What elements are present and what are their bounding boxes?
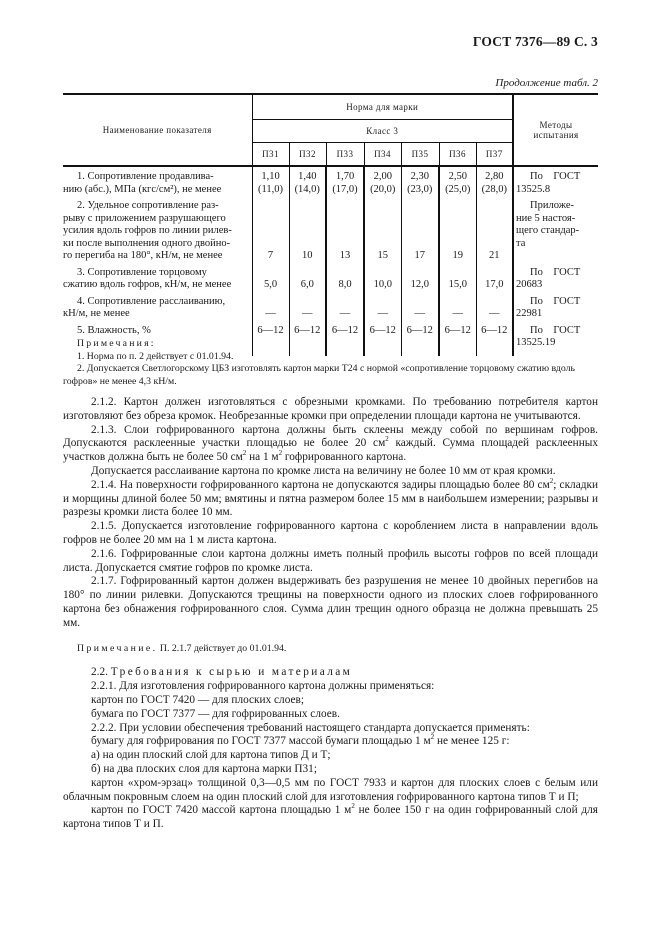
value-cell: 2,50 (25,0) bbox=[439, 166, 476, 196]
grade-header: П34 bbox=[364, 143, 401, 167]
value-cell: 2,30 (23,0) bbox=[401, 166, 439, 196]
column-header-norm-group: Норма для марки bbox=[252, 94, 513, 120]
note-item: 1. Норма по п. 2 действует с 01.01.94. bbox=[77, 350, 234, 362]
method-cell: По ГОСТ 20683 bbox=[513, 263, 598, 292]
methods-header-line: Методы bbox=[539, 120, 573, 130]
note-item: 2. Допускается Светлогорскому ЦБЗ изготовлять картон марки Т24 с нормой «сопротивление торцовому сжатию вдоль гофров» не менее 4,3 кН/м. bbox=[63, 363, 575, 387]
table-continuation-label: Продолжение табл. 2 bbox=[495, 77, 598, 89]
value-cell: 1,40 (14,0) bbox=[289, 166, 326, 196]
paragraph-2-1-6: 2.1.6. Гофрированные слои картона должны иметь полный профиль высоты гофров по всей площади листа. Допускается смятие гофров по кромке листа. bbox=[63, 547, 598, 574]
value-cell: 6—12 bbox=[289, 321, 326, 356]
grade-header: П33 bbox=[326, 143, 364, 167]
row-name: 5. Влажность, % bbox=[63, 321, 252, 356]
value-cell: 17 bbox=[401, 196, 439, 263]
value-cell: 10 bbox=[289, 196, 326, 263]
list-item: картон по ГОСТ 7420 — для плоских слоев; bbox=[91, 693, 304, 706]
value-cell: — bbox=[401, 292, 439, 321]
list-item: бумагу для гофрирования по ГОСТ 7377 массой бумаги площадью 1 $м^2$ не менее 125 г: bbox=[91, 733, 510, 748]
value-cell: — bbox=[364, 292, 401, 321]
column-header-methods bbox=[513, 94, 598, 166]
table-row bbox=[63, 196, 598, 263]
column-header-class: Класс 3 bbox=[252, 120, 513, 143]
method-cell: По ГОСТ 22981 bbox=[513, 292, 598, 321]
value-cell: 8,0 bbox=[326, 263, 364, 292]
value-cell: 21 bbox=[476, 196, 513, 263]
method-cell: По ГОСТ 13525.19 bbox=[513, 321, 598, 356]
row-name: 4. Сопротивление расслаиванию, кН/м, не менее bbox=[63, 292, 252, 321]
column-header-name: Наименование показателя bbox=[63, 94, 252, 166]
value-cell: 10,0 bbox=[364, 263, 401, 292]
paragraph-2-2-1: 2.2.1. Для изготовления гофрированного картона должны применяться: bbox=[91, 680, 435, 693]
value-cell: — bbox=[439, 292, 476, 321]
row-name: 1. Сопротивление продавлива- нию (абс.), МПа (кгс/см²), не менее bbox=[63, 166, 252, 196]
value-cell: 6,0 bbox=[289, 263, 326, 292]
value-cell: 5,0 bbox=[252, 263, 289, 292]
paragraph-2-1-4: 2.1.4. На поверхности гофрированного картона не допускаются задиры площадью более 80 $см^2$; складки и морщины длиной более 50 мм; вмятины и пятна размером более 15 мм в наибольшем измерении; разрывы и разрезы кромки листа более 10 мм. bbox=[63, 477, 598, 519]
paragraph-2-1-3: 2.1.3. Слои гофрированного картона должны быть склеены между собой по вершинам гофров. Допускаются расклеенные участки площадью не более 20 $см^2$ каждый. Сумма площадей расклеенных участков должна быть не более 50 $см^2$ на 1 $м^2$ гофрированного картона. bbox=[63, 423, 598, 464]
value-cell: — bbox=[252, 292, 289, 321]
paragraph-2-1-3-delamination: Допускается расслаивание картона по кромке листа на величину не более 10 мм от края кромки. bbox=[91, 464, 556, 477]
list-item: картон «хром-эрзац» толщиной 0,3—0,5 мм по ГОСТ 7933 и картон для плоских слоев с белым или облачным покровным слоем на один плоский слой для изготовления гофрированного картона типов Т и П; bbox=[63, 776, 598, 803]
body-text bbox=[63, 396, 598, 832]
spec-table bbox=[63, 93, 598, 356]
grade-header: П32 bbox=[289, 143, 326, 167]
paragraph-2-1-7: 2.1.7. Гофрированный картон должен выдерживать без разрушения не менее 10 двойных перегибов на 180° по линии рилевки. Допускаются трещины на поверхности одного из плоских слоев гофрированного картона без обнажения гофрированного слоя. Сумма длин трещин одного образца не должна превышать 25 мм. bbox=[63, 575, 598, 629]
value-cell: 15 bbox=[364, 196, 401, 263]
value-cell: 6—12 bbox=[252, 321, 289, 356]
value-cell: 6—12 bbox=[476, 321, 513, 356]
value-cell: 13 bbox=[326, 196, 364, 263]
paragraph-2-2-2: 2.2.2. При условии обеспечения требований настоящего стандарта допускается применять: bbox=[91, 721, 530, 734]
list-item: б) на два плоских слоя для картона марки П31; bbox=[91, 762, 317, 775]
value-cell: 15,0 bbox=[439, 263, 476, 292]
paragraph-2-1-2: 2.1.2. Картон должен изготовляться с обрезными кромками. По требованию потребителя картон изготовляют без обреза кромок. Необрезанные кромки при определении площади картона не учитываются. bbox=[63, 396, 598, 422]
grade-header: П31 bbox=[252, 143, 289, 167]
table-row bbox=[63, 166, 598, 196]
paragraph-2-1-5: 2.1.5. Допускается изготовление гофрированного картона с короблением листа в направлении вдоль гофров не более 20 мм на 1 м листа картона. bbox=[63, 520, 598, 546]
list-item: бумага по ГОСТ 7377 — для гофрированных слоев. bbox=[91, 707, 340, 720]
section-2-2-heading: 2.2. Требования к сырью и материалам bbox=[91, 666, 353, 679]
value-cell: 1,70 (17,0) bbox=[326, 166, 364, 196]
value-cell: 1,10 (11,0) bbox=[252, 166, 289, 196]
page-header: ГОСТ 7376—89 С. 3 bbox=[472, 34, 598, 49]
method-cell: Приложе- ние 5 настоя- щего стандар- та bbox=[513, 196, 598, 263]
notes-title: Примечания: bbox=[77, 338, 156, 349]
value-cell: — bbox=[289, 292, 326, 321]
value-cell: 7 bbox=[252, 196, 289, 263]
value-cell: 12,0 bbox=[401, 263, 439, 292]
value-cell: 6—12 bbox=[326, 321, 364, 356]
row-name: 2. Удельное сопротивление раз- рыву с приложением разрушающего усилия вдоль гофров по линии рилев- ки после выполнения одного двойно- го перегиба на 180°, кН/м, не менее bbox=[63, 196, 252, 263]
row-name: 3. Сопротивление торцовому сжатию вдоль гофров, кН/м, не менее bbox=[63, 263, 252, 292]
value-cell: — bbox=[326, 292, 364, 321]
value-cell: 6—12 bbox=[401, 321, 439, 356]
value-cell: 6—12 bbox=[439, 321, 476, 356]
list-item: картон по ГОСТ 7420 массой картона площадью 1 $м^2$ не более 150 г на один гофрированный слой для картона типов Т и П. bbox=[63, 802, 598, 831]
note-2-1-7: Примечание. П. 2.1.7 действует до 01.01.94. bbox=[77, 642, 287, 654]
method-cell: По ГОСТ 13525.8 bbox=[513, 166, 598, 196]
value-cell: 17,0 bbox=[476, 263, 513, 292]
value-cell: 6—12 bbox=[364, 321, 401, 356]
grade-header: П35 bbox=[401, 143, 439, 167]
grade-header: П37 bbox=[476, 143, 513, 167]
value-cell: 2,80 (28,0) bbox=[476, 166, 513, 196]
table-notes bbox=[63, 338, 598, 388]
value-cell: 2,00 (20,0) bbox=[364, 166, 401, 196]
table-row bbox=[63, 292, 598, 321]
grade-header: П36 bbox=[439, 143, 476, 167]
table-row bbox=[63, 263, 598, 292]
list-item: а) на один плоский слой для картона типов Д и Т; bbox=[91, 749, 331, 762]
methods-header-line: испытания bbox=[533, 130, 579, 140]
value-cell: — bbox=[476, 292, 513, 321]
value-cell: 19 bbox=[439, 196, 476, 263]
